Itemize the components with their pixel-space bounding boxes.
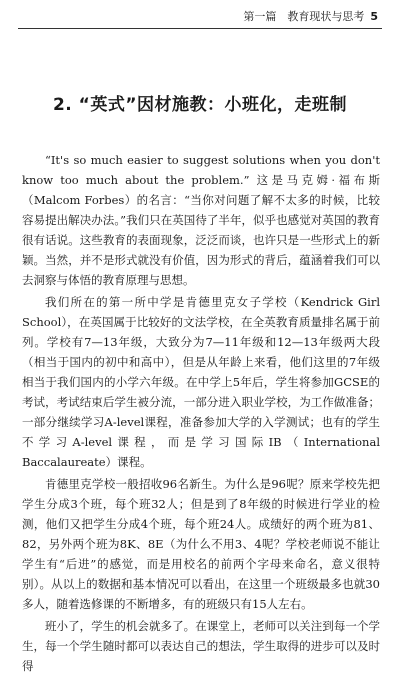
header-rule — [18, 28, 382, 29]
body-text — [22, 150, 380, 678]
paragraph: 我们所在的第一所中学是肯德里克女子学校（Kendrick Girl School），在英国属于比较好的文法学校，在全英教育质量排名属于前列。学校有7—13年级，大致分为7—11年级和12—13年级两大段（相当于国内的初中和高中），但是从年龄上来看，他们这里的7年级相当于我们国内的小学六年级。在中学上5年后，学生将参加GCSE的考试，考试结束后学生被分流，一部分进入职业学校，为工作做准备；一部分继续学习A-level课程，准备参加大学的入学测试；也有的学生不学习A-level课程，而是学习国际IB（International Baccalaureate）课程。 — [22, 295, 380, 469]
paragraph: 肯德里克学校一般招收96名新生。为什么是96呢？原来学校先把学生分成3个班，每个班32人；但是到了8年级的时候进行学业的检测，他们又把学生分成4个班，每个班24人。成绩好的两个班为81、82，另外两个班为8K、8E（为什么不用3、4呢？学校老师说不能让学生有“后进”的感觉，而是用校名的前两个字母来命名，意义很特别）。从以上的数据和基本情况可以看出，在这里一个班级最多也就30多人，随着选修课的不断增多，有的班级只有15人左右。 — [22, 477, 380, 611]
running-header — [243, 8, 378, 24]
chapter-title: 第一篇 教育现状与思考 — [243, 10, 365, 23]
section-title: 2. “英式”因材施教：小班化，走班制 — [52, 95, 348, 115]
page-number: 5 — [370, 10, 378, 23]
paragraph: 班小了，学生的机会就多了。在课堂上，老师可以关注到每一个学生，每一个学生随时都可以表达自己的想法，学生取得的进步可以及时得 — [22, 619, 380, 673]
paragraph: “It's so much easier to suggest solutions when you don't know too much about the problem.” 这是马克姆·福布斯（Malcom Forbes）的名言：“当你对问题了解不太多的时候，比较容易提出解决办法。”我们只在英国待了半年，似乎也感觉对英国的教育很有话说。这些教育的表面现象，泛泛而谈，也许只是一些形式上的新颖。当然，并不是形式就没有价值，因为形式的背后，蕴涵着我们可以去洞察与体悟的教育原理与思想。 — [22, 153, 380, 287]
